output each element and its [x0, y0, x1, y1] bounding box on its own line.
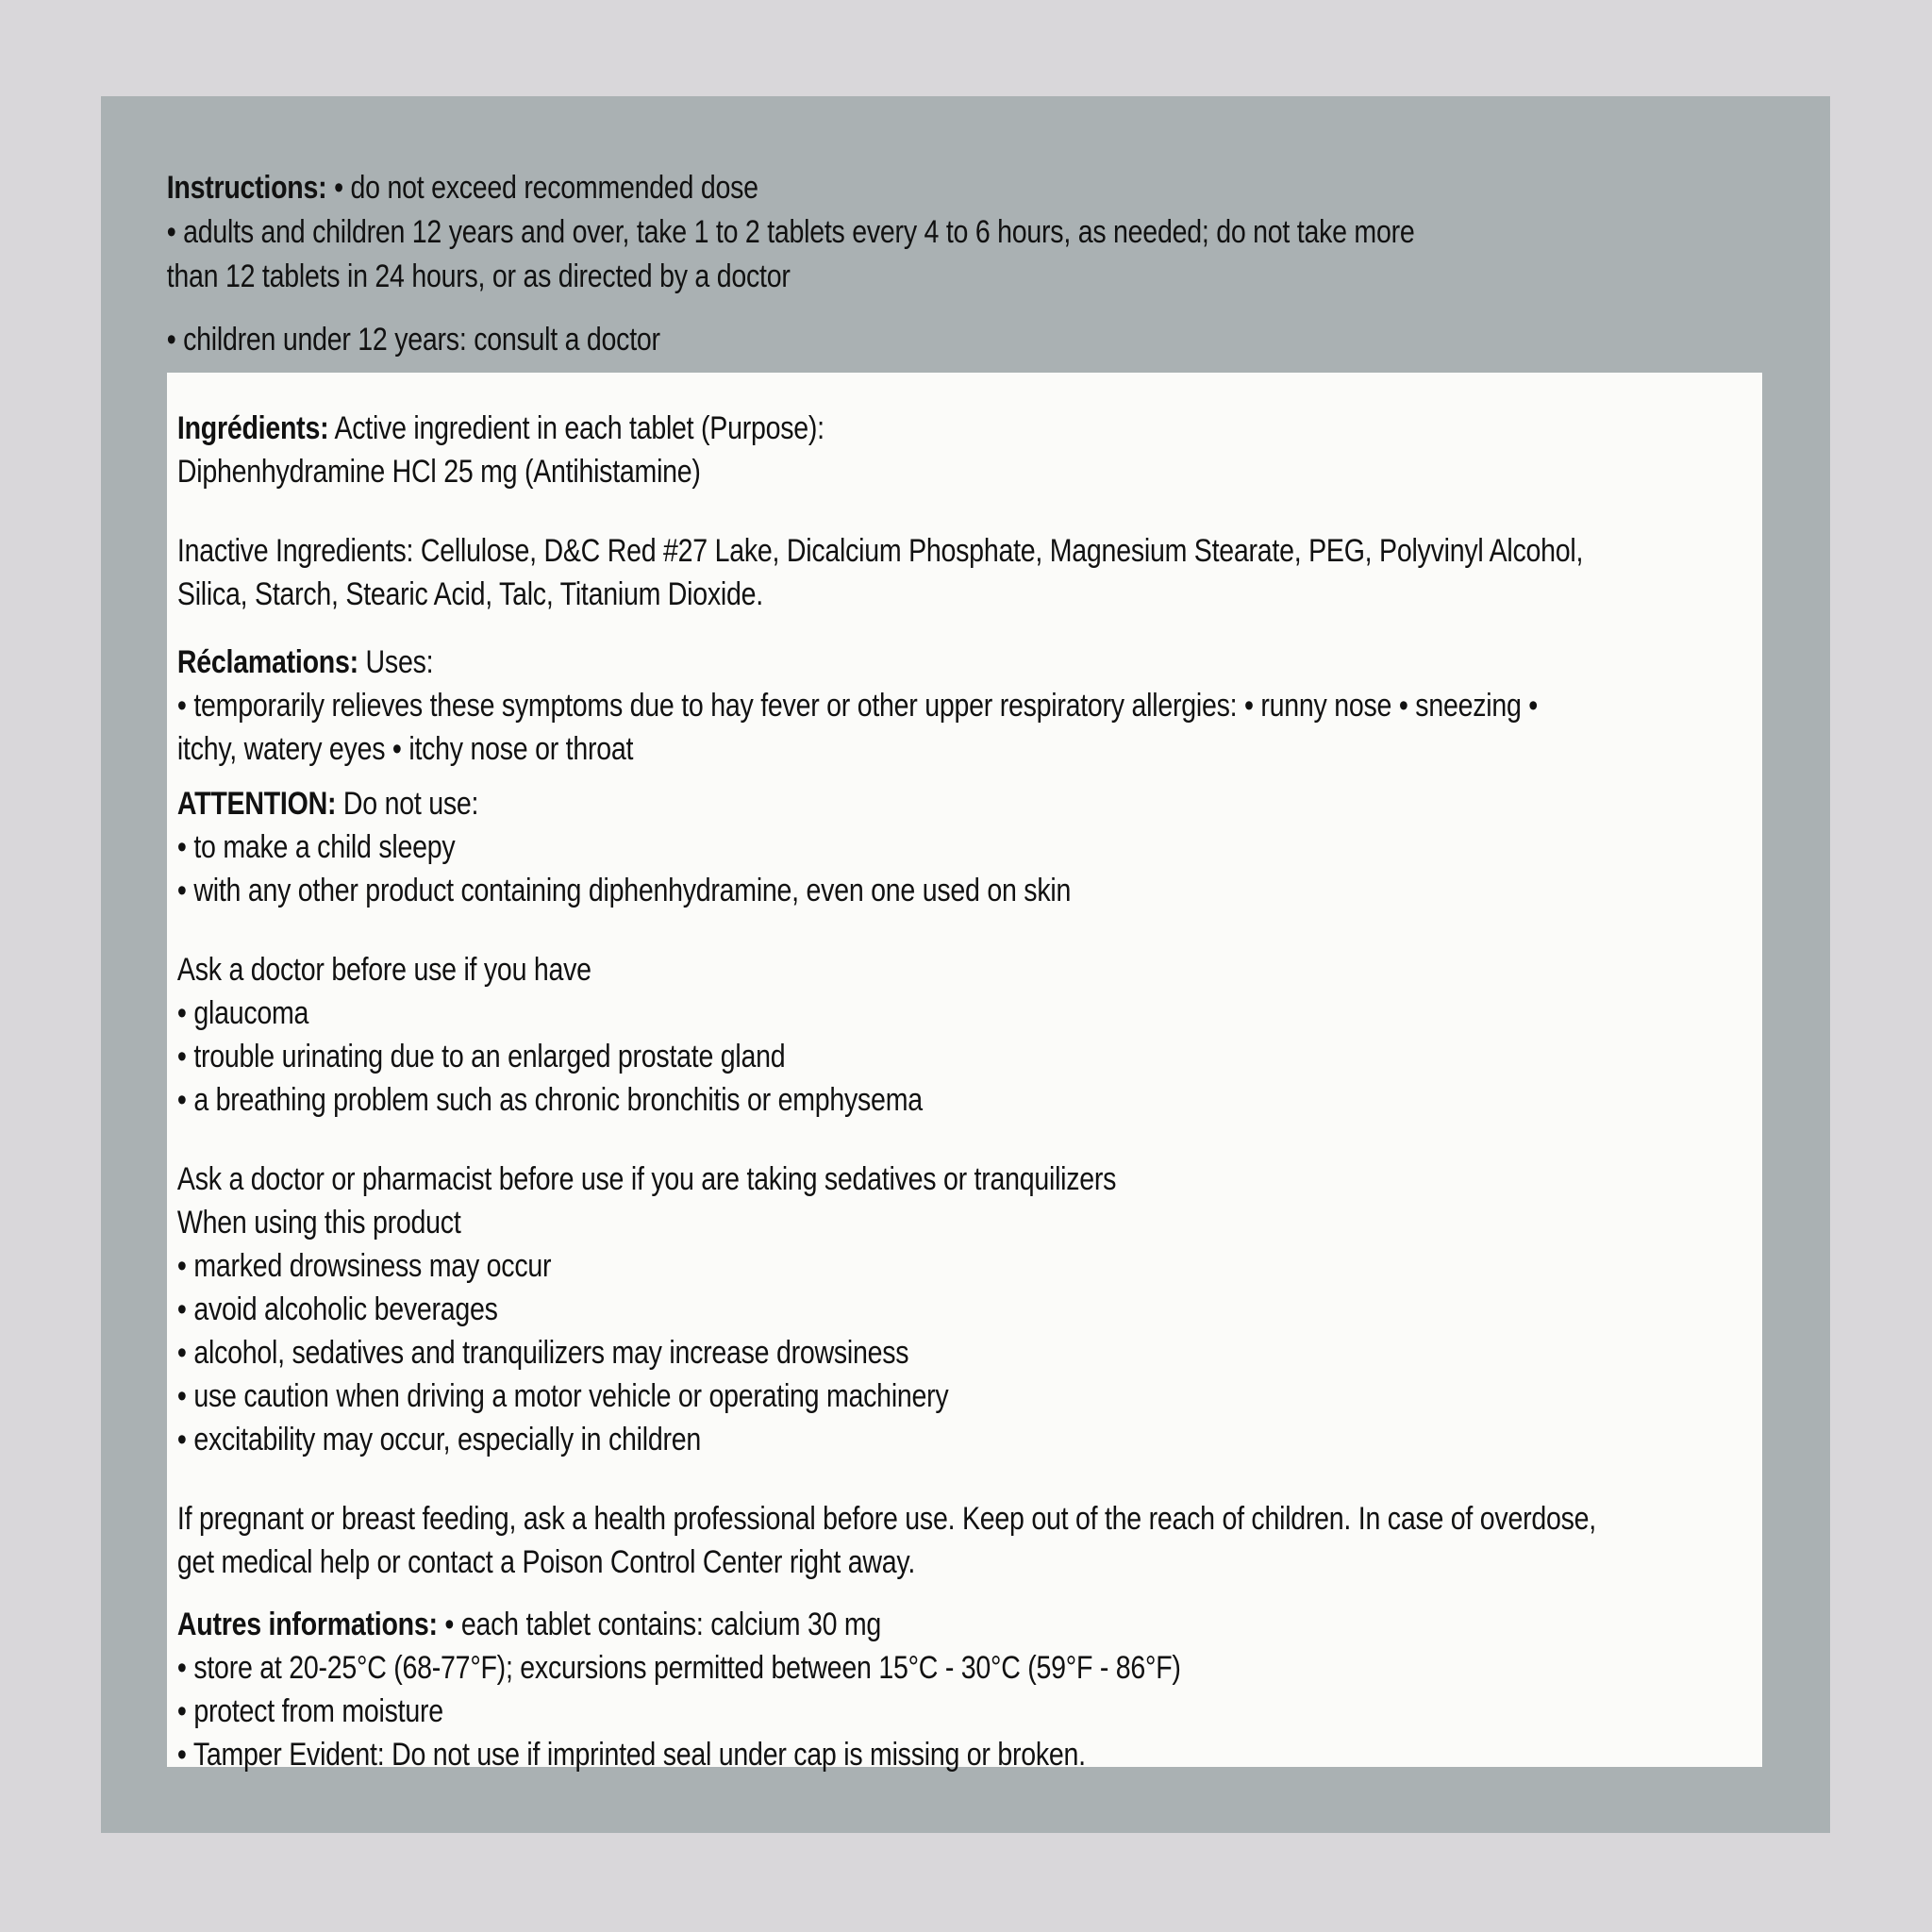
inactive-ingredients [176, 529, 1584, 616]
label-panel [101, 96, 1830, 1833]
text-line: • adults and children 12 years and over, take 1 to 2 tablets every 4 to 6 hours, as needed; do not take more [166, 214, 1415, 250]
text-line: • trouble urinating due to an enlarged prostate gland [176, 1039, 786, 1074]
text-line: • protect from moisture [176, 1693, 443, 1729]
instructions-heading-rest: • do not exceed recommended dose [326, 170, 758, 206]
attention-heading-line [177, 782, 1494, 825]
text-line: When using this product [176, 1205, 461, 1241]
other-info-heading-line [177, 1603, 1494, 1646]
when-using-section [177, 1158, 1494, 1461]
text-line: Silica, Starch, Stearic Acid, Talc, Titanium Dioxide. [176, 576, 763, 612]
text-line: Ask a doctor or pharmacist before use if you are taking sedatives or tranquilizers [176, 1161, 1117, 1197]
text-line: • a breathing problem such as chronic bronchitis or emphysema [176, 1082, 923, 1118]
text-line: • store at 20-25°C (68-77°F); excursions permitted between 15°C - 30°C (59°F - 86°F) [176, 1650, 1181, 1686]
ingredients-heading: Ingrédients: [176, 410, 329, 446]
text-line: Diphenhydramine HCl 25 mg (Antihistamine) [176, 454, 701, 490]
text-line: If pregnant or breast feeding, ask a health professional before use. Keep out of the reach of children. In case of overdose, [176, 1501, 1596, 1537]
drug-facts-content [167, 373, 1596, 1776]
attention-heading: ATTENTION: [176, 786, 337, 822]
ingredients-section [177, 407, 1494, 493]
claims-heading: Réclamations: [176, 644, 358, 680]
text-line: • children under 12 years: consult a doctor [166, 322, 660, 358]
drug-facts-panel [167, 373, 1762, 1773]
text-line: than 12 tablets in 24 hours, or as directed by a doctor [166, 258, 791, 294]
text-line: Inactive Ingredients: Cellulose, D&C Red #27 Lake, Dicalcium Phosphate, Magnesium Stearate, PEG, Polyvinyl Alcohol, [176, 533, 1584, 569]
text-line: Ask a doctor before use if you have [176, 952, 591, 988]
text-line: • glaucoma [176, 995, 309, 1031]
text-line: • use caution when driving a motor vehicle or operating machinery [176, 1378, 949, 1414]
text-line: get medical help or contact a Poison Control Center right away. [176, 1544, 916, 1580]
ask-doctor-section [177, 948, 1494, 1122]
text-line: itchy, watery eyes • itchy nose or throat [176, 731, 634, 767]
instructions-heading-line [167, 166, 1554, 210]
attention-section [177, 782, 1494, 912]
text-line: • with any other product containing diphenhydramine, even one used on skin [176, 873, 1072, 908]
claims-heading-line [177, 641, 1494, 684]
claims-section [176, 641, 1539, 771]
ingredients-heading-line [177, 407, 1494, 450]
ingredients-heading-rest: Active ingredient in each tablet (Purpose): [328, 410, 824, 446]
text-line: • temporarily relieves these symptoms due to hay fever or other upper respiratory allergies: • runny nose • sneezing • [176, 688, 1539, 724]
other-info-heading: Autres informations: [176, 1607, 438, 1642]
text-line: • to make a child sleepy [176, 829, 456, 865]
claims-heading-rest: Uses: [358, 644, 434, 680]
text-line: • marked drowsiness may occur [176, 1248, 552, 1284]
text-line: • excitability may occur, especially in children [176, 1422, 701, 1457]
attention-heading-rest: Do not use: [336, 786, 479, 822]
other-info-section [177, 1603, 1494, 1776]
text-line: • alcohol, sedatives and tranquilizers may increase drowsiness [176, 1335, 909, 1371]
pregnancy-warning [176, 1497, 1596, 1584]
instructions-heading: Instructions: [166, 170, 327, 206]
text-line: • Tamper Evident: Do not use if imprinted seal under cap is missing or broken. [176, 1737, 1086, 1773]
text-line: • avoid alcoholic beverages [176, 1291, 498, 1327]
instructions-section [101, 96, 1554, 362]
other-info-heading-rest: • each tablet contains: calcium 30 mg [437, 1607, 882, 1642]
